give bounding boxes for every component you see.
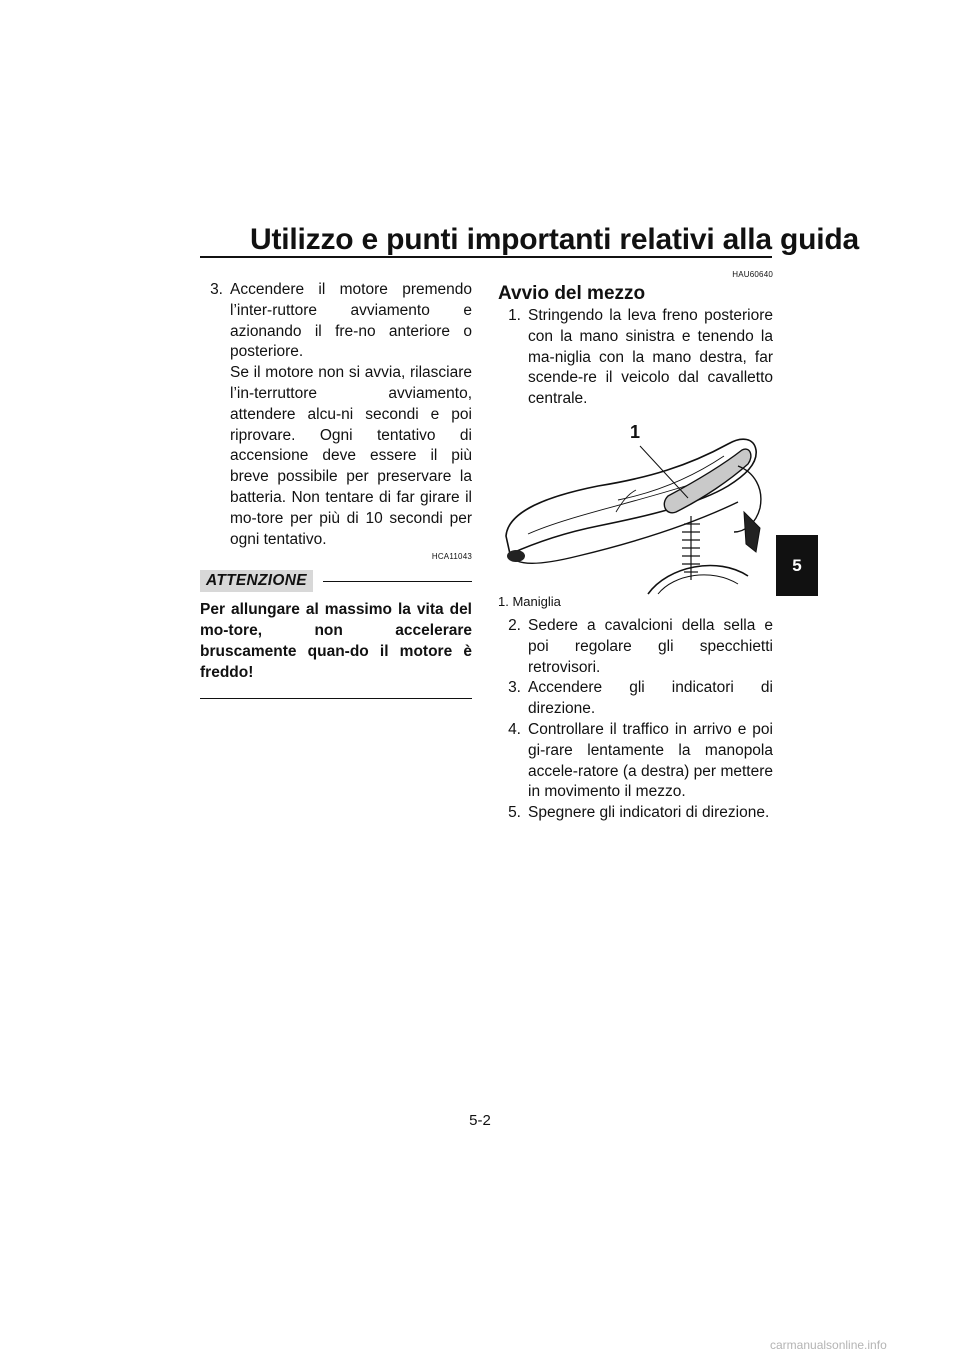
page-title: Utilizzo e punti importanti relativi alla guida bbox=[250, 223, 859, 256]
section-title: Avvio del mezzo bbox=[498, 283, 646, 304]
step-text: Accendere gli indicatori di direzione. bbox=[528, 679, 773, 718]
chapter-tab: 5 bbox=[776, 535, 818, 596]
title-rule bbox=[200, 256, 772, 258]
step-text bbox=[230, 280, 472, 550]
page-number: 5-2 bbox=[469, 1112, 491, 1129]
right-column bbox=[498, 270, 773, 824]
step-5 bbox=[498, 803, 773, 824]
step-number: 3. bbox=[210, 281, 223, 298]
step-text: Controllare il traffico in arrivo e poi gi-rare lentamente la manopola accele-ratore (a destra) per mettere in movimento il mezzo. bbox=[528, 720, 773, 801]
step-paragraph: Accendere il motore premendo l’inter-ruttore avviamento e azionando il fre-no anteriore o posteriore. bbox=[230, 281, 472, 361]
section-code: HAU60640 bbox=[732, 270, 773, 279]
caution-code: HCA11043 bbox=[431, 552, 472, 562]
step-paragraph: Se il motore non si avvia, rilasciare l’in-terruttore avviamento, attendere alcu-ni secondi e poi riprovare. Ogni tentativo di accensione deve essere il più breve possibile per preservare la batteria. Non tentare di far girare il mo-tore per più di 10 secondi per ogni tentativo. bbox=[230, 364, 472, 548]
caution-end-rule bbox=[200, 698, 472, 700]
left-column bbox=[200, 280, 472, 699]
scooter-seat-drawing bbox=[498, 416, 773, 596]
steps-list bbox=[498, 616, 773, 824]
step-number: 4. bbox=[508, 720, 521, 738]
watermark: carmanualsonline.info bbox=[770, 1338, 887, 1352]
step-text: Stringendo la leva freno posteriore con la mano sinistra e tenendo la ma-niglia con la mano destra, far scende-re il veicolo dal cavalletto centrale. bbox=[528, 307, 773, 408]
step-number: 3. bbox=[508, 679, 521, 697]
step-text: Spegnere gli indicatori di direzione. bbox=[528, 804, 770, 822]
step-3-left bbox=[200, 280, 472, 550]
step-number: 5. bbox=[508, 804, 521, 822]
figure-caption: 1. Maniglia bbox=[498, 593, 561, 609]
step-number: 1. bbox=[508, 307, 521, 324]
step-1 bbox=[498, 306, 773, 410]
step-number: 2. bbox=[508, 616, 521, 634]
seat-grab-handle-illustration bbox=[498, 416, 773, 596]
caution-text: Per allungare al massimo la vita del mo-tore, non accelerare bruscamente quan-do il motore è freddo! bbox=[200, 601, 472, 681]
step-text: Sedere a cavalcioni della sella e poi regolare gli specchietti retrovisori. bbox=[528, 616, 773, 676]
step-4 bbox=[498, 720, 773, 803]
caution-header bbox=[200, 570, 472, 592]
caution-badge: ATTENZIONE bbox=[200, 570, 313, 592]
caution-rule bbox=[323, 581, 472, 583]
figure-callout: 1 bbox=[630, 421, 641, 442]
step-2 bbox=[498, 616, 773, 678]
step-3 bbox=[498, 678, 773, 720]
